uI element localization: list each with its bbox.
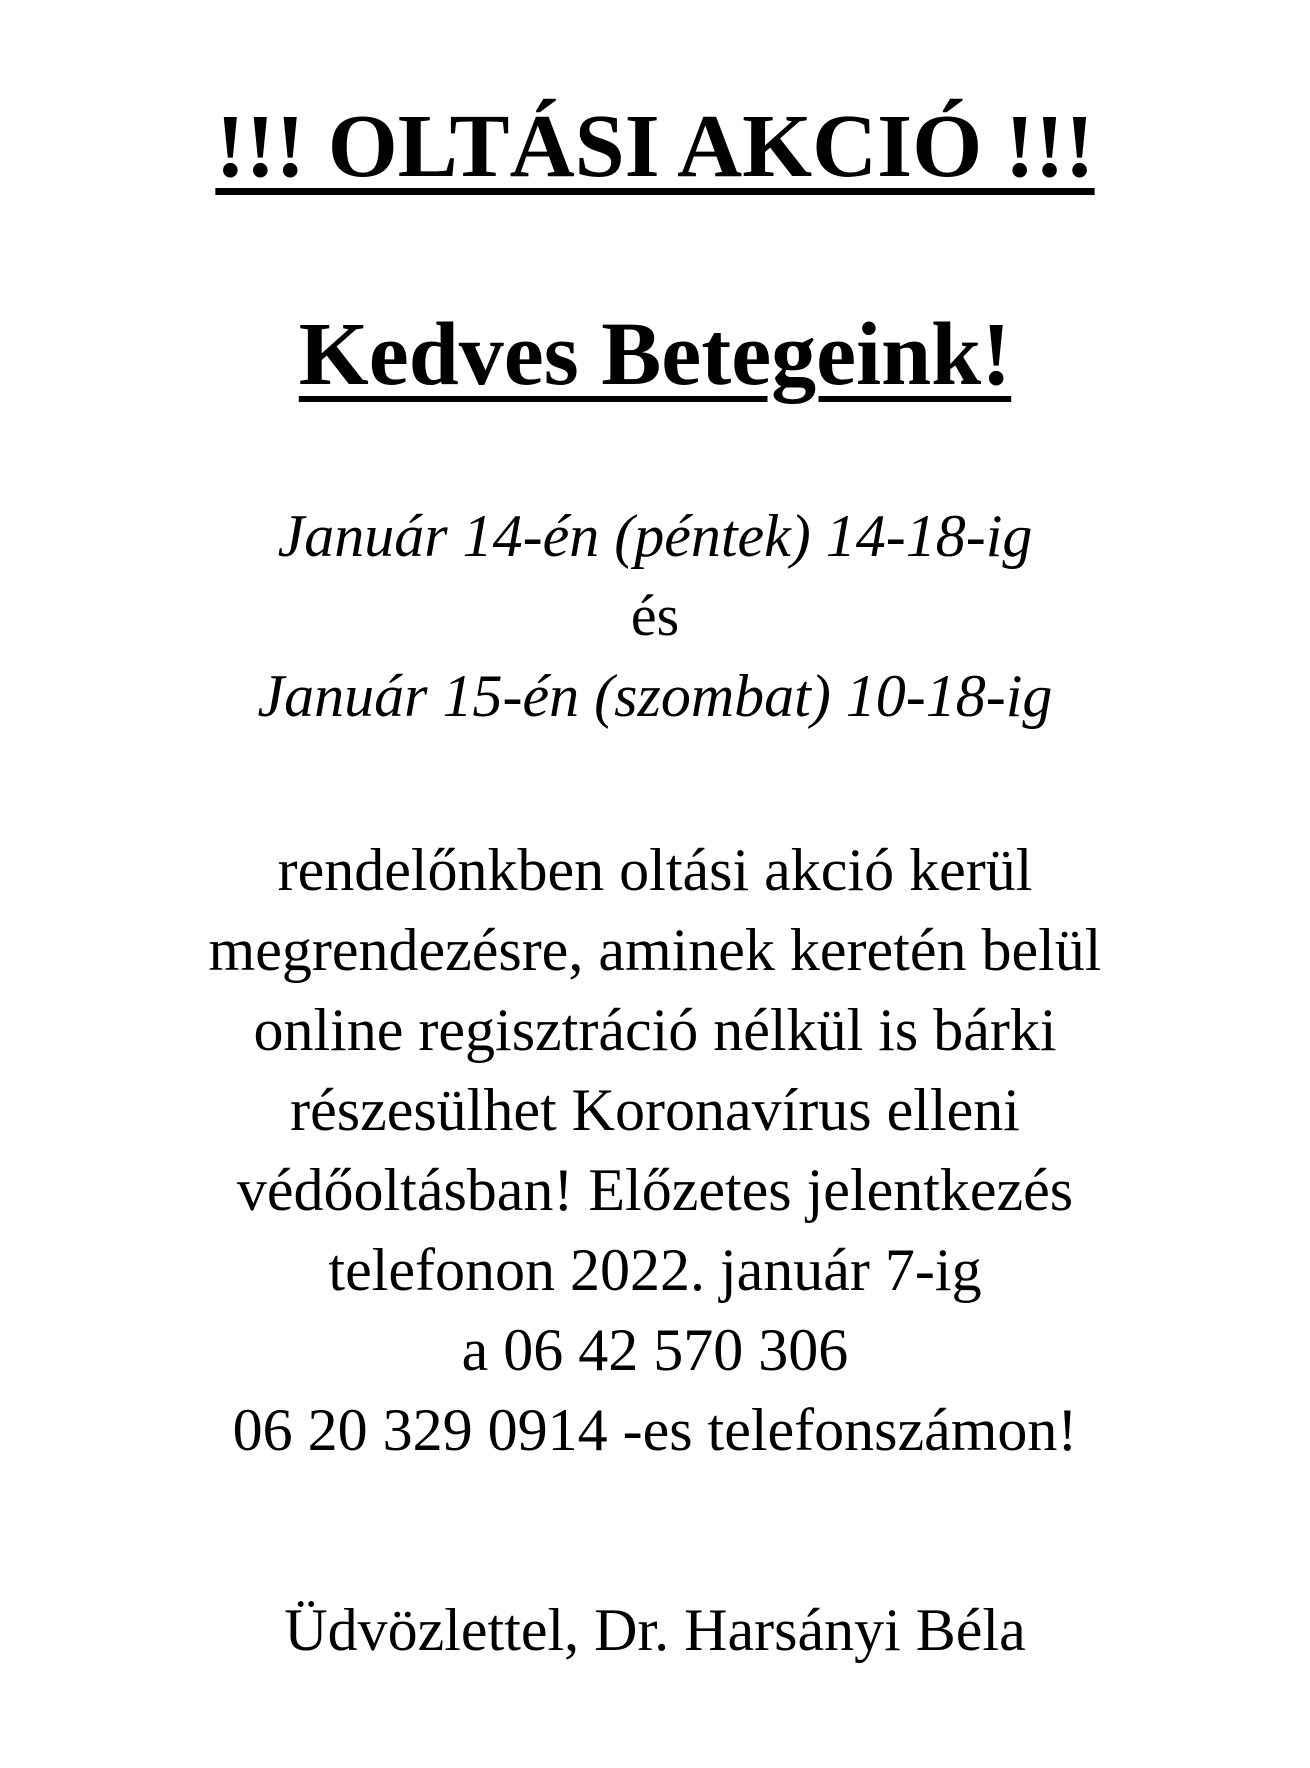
body-line: 06 20 329 0914 -es telefonszámon! <box>232 1397 1078 1463</box>
notice-title-text: !!! OLTÁSI AKCIÓ !!! <box>215 97 1095 196</box>
notice-title <box>0 92 1310 202</box>
notice-body <box>0 830 1310 1470</box>
body-line: rendelőnkben oltási akció kerül <box>277 837 1033 903</box>
date-line-1: Január 14-én (péntek) 14-18-ig <box>277 503 1033 569</box>
date-line-2: Január 15-én (szombat) 10-18-ig <box>257 663 1053 729</box>
signature: Üdvözlettel, Dr. Harsányi Béla <box>284 1597 1026 1663</box>
body-line: telefonon 2022. január 7-ig <box>328 1237 982 1303</box>
greeting-heading <box>0 300 1310 410</box>
date-connector: és <box>630 583 680 648</box>
body-line: megrendezésre, aminek keretén belül <box>208 917 1102 983</box>
greeting-text: Kedves Betegeink! <box>298 305 1012 404</box>
body-line: online regisztráció nélkül is bárki <box>253 997 1057 1063</box>
body-line: a 06 42 570 306 <box>461 1317 849 1383</box>
body-line: védőoltásban! Előzetes jelentkezés <box>236 1157 1074 1223</box>
body-line: részesülhet Koronavírus elleni <box>290 1077 1020 1143</box>
